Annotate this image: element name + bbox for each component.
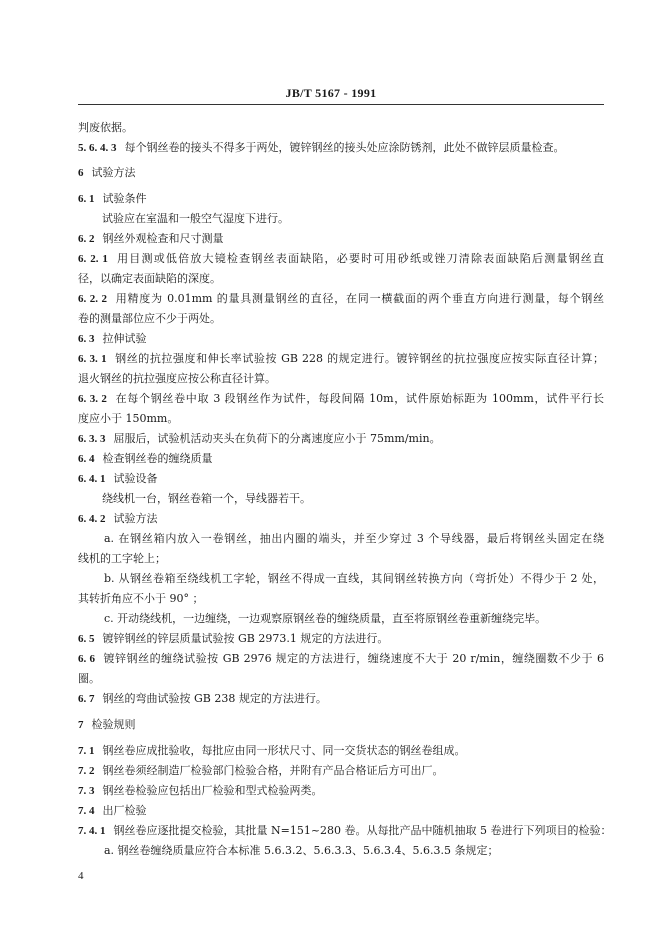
clause-text: 钢丝的弯曲试验按 GB 238 规定的方法进行。	[102, 692, 327, 705]
clause-number: 6. 4	[78, 453, 95, 465]
clause-text: 用目测或低倍放大镜检查钢丝表面缺陷，必要时可用砂纸或锉刀清除表面缺陷后测量钢丝直	[115, 252, 604, 265]
clause-6-4-2	[78, 512, 604, 526]
clause-text: 钢丝外观检查和尺寸测量	[102, 232, 224, 245]
clause-text: 试验设备	[113, 472, 158, 485]
clause-text: 屈服后，试验机活动夹头在负荷下的分离速度应小于 75mm/min。	[113, 432, 441, 445]
clause-6-4	[78, 452, 604, 466]
text-line: 绕线机一台，钢丝卷箱一个，导线器若干。	[102, 492, 311, 505]
clause-text: 钢丝卷须经制造厂检验部门检验合格，并附有产品合格证后方可出厂。	[102, 764, 444, 777]
clause-number: 6. 1	[78, 193, 95, 205]
clause-text: 每个钢丝卷的接头不得多于两处，镀锌钢丝的接头处应涂防锈剂，此处不做锌层质量检查。	[124, 141, 565, 154]
clause-text: 试验方法	[113, 512, 158, 525]
text-line: 线机的工字轮上；	[78, 552, 166, 565]
clause-7-2	[78, 764, 604, 778]
list-item-c: c. 开动绕线机，一边缠绕，一边观察原钢丝卷的缠绕质量，直至将原钢丝卷重新缠绕完毕。	[104, 612, 547, 625]
clause-6-6	[78, 652, 604, 666]
clause-text: 钢丝卷应成批验收，每批应由同一形状尺寸、同一交货状态的钢丝卷组成。	[102, 744, 466, 757]
clause-number: 7. 4. 1	[78, 825, 106, 837]
clause-text: 检查钢丝卷的缠绕质量	[102, 452, 213, 465]
text-line: 退火钢丝的抗拉强度应按公称直径计算。	[78, 372, 276, 385]
clause-text: 用精度为 0.01mm 的量具测量钢丝的直径，在同一横截面的两个垂直方向进行测量，每个钢丝	[115, 292, 604, 305]
clause-text: 检验规则	[91, 718, 136, 731]
clause-number: 7. 4	[78, 805, 95, 817]
clause-number: 6. 5	[78, 633, 95, 645]
clause-7-4	[78, 804, 604, 818]
clause-number: 7	[78, 719, 84, 731]
text-line: 径，以确定表面缺陷的深度。	[78, 272, 221, 285]
clause-text: 出厂检验	[102, 804, 147, 817]
list-item-b: b. 从钢丝卷箱至绕线机工字轮，钢丝不得成一直线，其间钢丝转换方向（弯折处）不得少于 2 处，	[104, 572, 604, 585]
text-line: 其转折角应不小于 90° ；	[78, 592, 204, 605]
clause-7-4-1	[78, 824, 612, 838]
clause-6-4-1	[78, 472, 604, 486]
clause-number: 6. 2	[78, 233, 95, 245]
clause-6-3-1	[78, 352, 604, 366]
text-line: 圈。	[78, 672, 100, 685]
text-line: 度应小于 150mm。	[78, 412, 179, 425]
header-rule	[78, 104, 604, 105]
clause-number: 6. 4. 2	[78, 513, 106, 525]
clause-text: 镀锌钢丝的锌层质量试验按 GB 2973.1 规定的方法进行。	[102, 632, 389, 645]
clause-6-2-1	[78, 252, 604, 266]
clause-5-6-4-3	[78, 141, 604, 155]
list-item-a: a. 在钢丝箱内放入一卷钢丝，抽出内圈的端头，并至少穿过 3 个导线器，最后将钢丝头固定在绕	[104, 532, 604, 545]
clause-number: 7. 2	[78, 765, 95, 777]
clause-6-2-2	[78, 292, 604, 306]
clause-number: 6. 2. 1	[78, 253, 108, 265]
clause-number: 6	[78, 167, 84, 179]
clause-number: 7. 1	[78, 745, 95, 757]
clause-7-3	[78, 784, 604, 798]
clause-text: 拉伸试验	[102, 332, 147, 345]
clause-6-3-2	[78, 392, 604, 406]
clause-text: 钢丝的抗拉强度和伸长率试验按 GB 228 的规定进行。镀锌钢丝的抗拉强度应按实际直径计算；	[114, 352, 604, 365]
clause-text: 钢丝卷应逐批提交检验，其批量 N=151~280 卷。从每批产品中随机抽取 5 卷进行下列项目的检验：	[113, 824, 612, 837]
clause-number: 5. 6. 4. 3	[78, 142, 117, 154]
page-number: 4	[78, 870, 84, 882]
text-line: 试验应在室温和一般空气湿度下进行。	[102, 212, 289, 225]
section-6-heading	[78, 166, 604, 180]
clause-6-3	[78, 332, 604, 346]
clause-text: 钢丝卷检验应包括出厂检验和型式检验两类。	[102, 784, 323, 797]
clause-text: 在每个钢丝卷中取 3 段钢丝作为试件，每段间隔 10m，试件原始标距为 100mm，试件平行长	[114, 392, 605, 405]
clause-text: 试验方法	[91, 166, 136, 179]
clause-6-3-3	[78, 432, 604, 446]
section-7-heading	[78, 718, 604, 732]
document-header	[0, 86, 662, 101]
clause-number: 6. 6	[78, 653, 96, 665]
text-line: 判废依据。	[78, 121, 133, 134]
clause-6-1	[78, 192, 604, 206]
clause-6-2	[78, 232, 604, 246]
clause-number: 7. 3	[78, 785, 95, 797]
clause-text: 试验条件	[102, 192, 147, 205]
clause-number: 6. 7	[78, 693, 95, 705]
clause-number: 6. 3. 2	[78, 393, 107, 405]
clause-number: 6. 4. 1	[78, 473, 106, 485]
clause-number: 6. 3. 1	[78, 353, 107, 365]
clause-6-5	[78, 632, 604, 646]
clause-number: 6. 3. 3	[78, 433, 106, 445]
clause-text: 镀锌钢丝的缠绕试验按 GB 2976 规定的方法进行，缠绕速度不大于 20 r/min，缠绕圈数不少于 6	[103, 652, 604, 665]
clause-7-1	[78, 744, 604, 758]
standard-number: JB/T 5167 - 1991	[285, 86, 377, 100]
clause-6-7	[78, 692, 604, 706]
clause-number: 6. 2. 2	[78, 293, 108, 305]
clause-number: 6. 3	[78, 333, 95, 345]
text-line: 卷的测量部位应不少于两处。	[78, 312, 221, 325]
list-item-a: a. 钢丝卷缠绕质量应符合本标准 5.6.3.2、5.6.3.3、5.6.3.4、5.6.3.5 条规定；	[104, 844, 499, 857]
